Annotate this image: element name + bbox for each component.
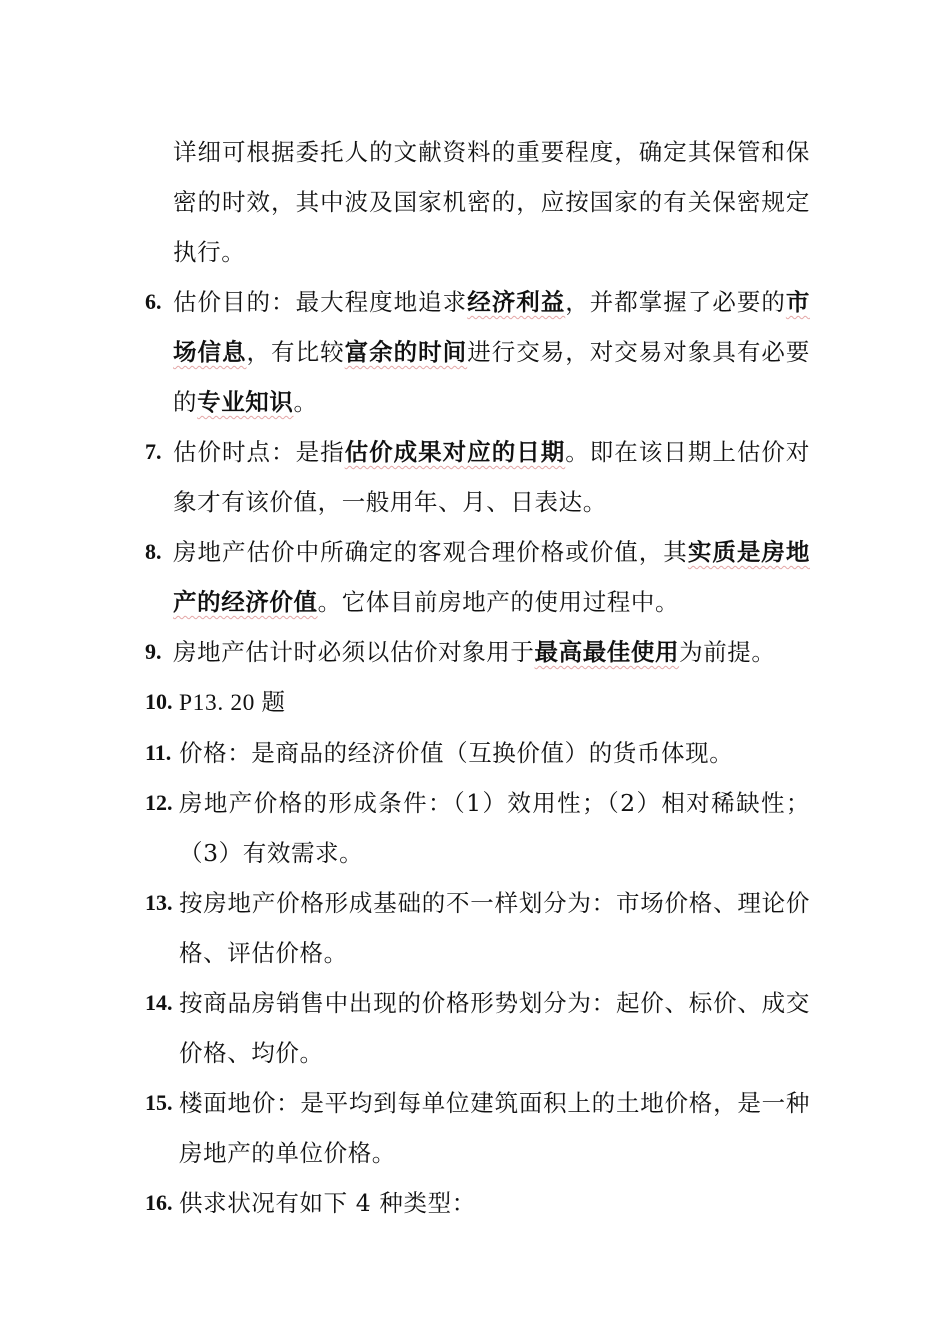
list-item-14 [145, 978, 810, 1078]
item-text: 估价时点：是指 [173, 438, 345, 466]
item-number: 6. [145, 289, 162, 314]
list-item-9 [145, 627, 810, 677]
item-number: 7. [145, 439, 162, 464]
item-number: 12. [145, 790, 173, 815]
document-body [145, 127, 810, 1228]
keyword-highlight: 估价成果对应的日期 [344, 438, 566, 466]
item-number: 8. [145, 539, 162, 564]
item-number: 15. [145, 1090, 173, 1115]
item-number: 11. [145, 740, 172, 765]
list-item-12 [145, 778, 810, 878]
item-number: 9. [145, 639, 162, 664]
item-text: 价格：是商品的经济价值（互换价值）的货币体现。 [179, 739, 734, 767]
keyword-highlight: 富余的时间 [344, 338, 468, 366]
item-text: 进行交易，对交易对象具有必要的 [173, 338, 810, 416]
item-text: 房地产价格的形成条件：（1）效用性；（2）相对稀缺性；（3）有效需求。 [179, 789, 810, 867]
list-item-11 [145, 728, 810, 778]
item-text: 按房地产价格形成基础的不一样划分为：市场价格、理论价格、评估价格。 [179, 889, 810, 967]
item-text: 房地产估计时必须以估价对象用于 [173, 638, 535, 666]
intro-text: 详细可根据委托人的文献资料的重要程度，确定其保管和保密的时效，其中波及国家机密的，应按国家的有关保密规定执行。 [173, 138, 810, 266]
list-item-8 [145, 527, 810, 627]
item-number: 16. [145, 1190, 173, 1215]
item-number: 10. [145, 689, 173, 714]
list-item-6 [145, 277, 810, 427]
list-item-7 [145, 427, 810, 527]
item-text: 楼面地价：是平均到每单位建筑面积上的土地价格，是一种房地产的单位价格。 [179, 1089, 810, 1167]
item-text: 供求状况有如下 4 种类型： [179, 1189, 476, 1217]
list-item-10 [145, 677, 810, 728]
item-text: 按商品房销售中出现的价格形势划分为：起价、标价、成交价格、均价。 [179, 989, 810, 1067]
item-number: 13. [145, 890, 173, 915]
intro-paragraph [145, 127, 810, 277]
item-text: ，并都掌握了必要的 [565, 288, 786, 316]
item-text: 。 [293, 388, 318, 416]
list-item-15 [145, 1078, 810, 1178]
keyword-highlight: 最高最佳使用 [534, 638, 680, 666]
list-item-13 [145, 878, 810, 978]
keyword-highlight: 实质是房地产的经济价值 [173, 538, 810, 616]
keyword-highlight: 经济利益 [467, 288, 566, 316]
keyword-highlight: 市场信息 [173, 288, 810, 366]
item-text: 。即在该日期上估价对象才有该价值，一般用年、月、日表达。 [173, 438, 810, 516]
list-item-16 [145, 1178, 810, 1228]
item-number: 14. [145, 990, 173, 1015]
item-text: 为前提。 [679, 638, 776, 666]
item-text: 估价目的：最大程度地追求 [173, 288, 468, 316]
keyword-highlight: 专业知识 [197, 388, 294, 416]
item-text: ，有比较 [246, 338, 345, 366]
item-text: 。它体目前房地产的使用过程中。 [317, 588, 680, 616]
item-text: 房地产估价中所确定的客观合理价格或价值，其 [173, 538, 688, 566]
item-text: P13. 20 题 [179, 690, 286, 716]
